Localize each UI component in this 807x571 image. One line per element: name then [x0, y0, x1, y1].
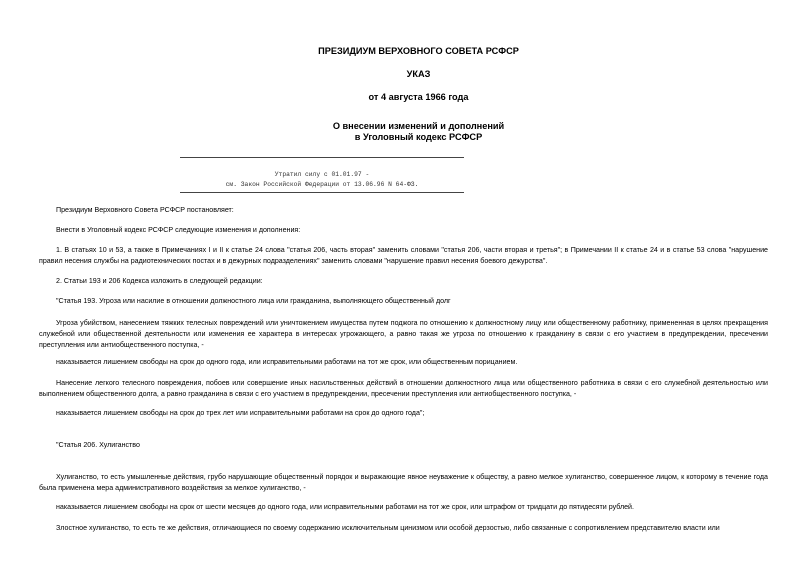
issuer-heading: ПРЕЗИДИУМ ВЕРХОВНОГО СОВЕТА РСФСР — [318, 46, 519, 56]
document-title-line1: О внесении изменений и дополнений — [332, 121, 505, 131]
article-206-part1: Хулиганство, то есть умышленные действия, грубо нарушающие общественный порядок и выражающие явное неуважение к обществу, а равно мелкое хулиганство, совершенное лицом, к которому в течение года была применена мера административного воздействия за мелкое хулиганство, - — [39, 473, 768, 492]
document-title-line2: в Уголовный кодекс РСФСР — [354, 132, 483, 142]
paragraph-intro: Внести в Уголовный кодекс РСФСР следующие изменения и дополнения: — [56, 226, 301, 234]
document-date: от 4 августа 1966 года — [368, 92, 469, 102]
paragraph-item-2: 2. Статьи 193 и 206 Кодекса изложить в следующей редакции: — [56, 277, 263, 285]
status-note-line2: см. Закон Российской Федерации от 13.06.96 N 64-ФЗ. — [225, 181, 419, 188]
status-note-line1: Утратил силу с 01.01.97 - — [274, 171, 370, 178]
article-193-penalty1: наказывается лишением свободы на срок до одного года, или исправительными работами на тот же срок, или общественным порицанием. — [56, 358, 518, 366]
article-193-heading: "Статья 193. Угроза или насилие в отношении должностного лица или гражданина, выполняющего общественный долг — [56, 297, 451, 305]
article-193-penalty2: наказывается лишением свободы на срок до трех лет или исправительными работами на срок до одного года"; — [56, 409, 425, 417]
paragraph-item-1: 1. В статьях 10 и 53, а также в Примечаниях I и II к статье 24 слова "статья 206, часть вторая" заменить словами "статья 206, части вторая и третья"; в Примечании II к статье 24 и в статье 53 слова "нарушение правил несения службы на радиотехнических постах и в дежурных подразделениях" заменить словами "нарушение правил несения боевого дежурства". — [39, 246, 768, 265]
top-divider — [180, 157, 464, 158]
bottom-divider — [180, 192, 464, 193]
article-206-heading: "Статья 206. Хулиганство — [56, 441, 140, 449]
article-193-part2: Нанесение легкого телесного повреждения, побоев или совершение иных насильственных действий в отношении должностного лица или общественного работника в связи с его служебной деятельностью или выполнением общественного долга, а равно гражданина в связи с его участием в предупреждении, пресечении преступления или антиобщественного поступка, - — [39, 379, 768, 398]
article-193-part1: Угроза убийством, нанесением тяжких телесных повреждений или уничтожением имущества путем поджога по отношению к должностному лицу или общественному работнику, примененная в целях прекращения служебной или общественной деятельности или изменения ее характера в интересах угрожающего, а равно такая же угроза по отношению к гражданину в связи с его участием в предупреждении, пресечении преступления или антиобщественного поступка, - — [39, 319, 768, 349]
document-type: УКАЗ — [406, 69, 431, 79]
paragraph-preamble: Президиум Верховного Совета РСФСР постановляет: — [56, 206, 234, 214]
article-206-penalty1: наказывается лишением свободы на срок от шести месяцев до одного года, или исправительными работами на тот же срок, или штрафом от тридцати до пятидесяти рублей. — [56, 503, 634, 511]
article-206-part2: Злостное хулиганство, то есть те же действия, отличающиеся по своему содержанию исключительным цинизмом или особой дерзостью, либо связанные с сопротивлением представителю власти или — [56, 524, 720, 532]
